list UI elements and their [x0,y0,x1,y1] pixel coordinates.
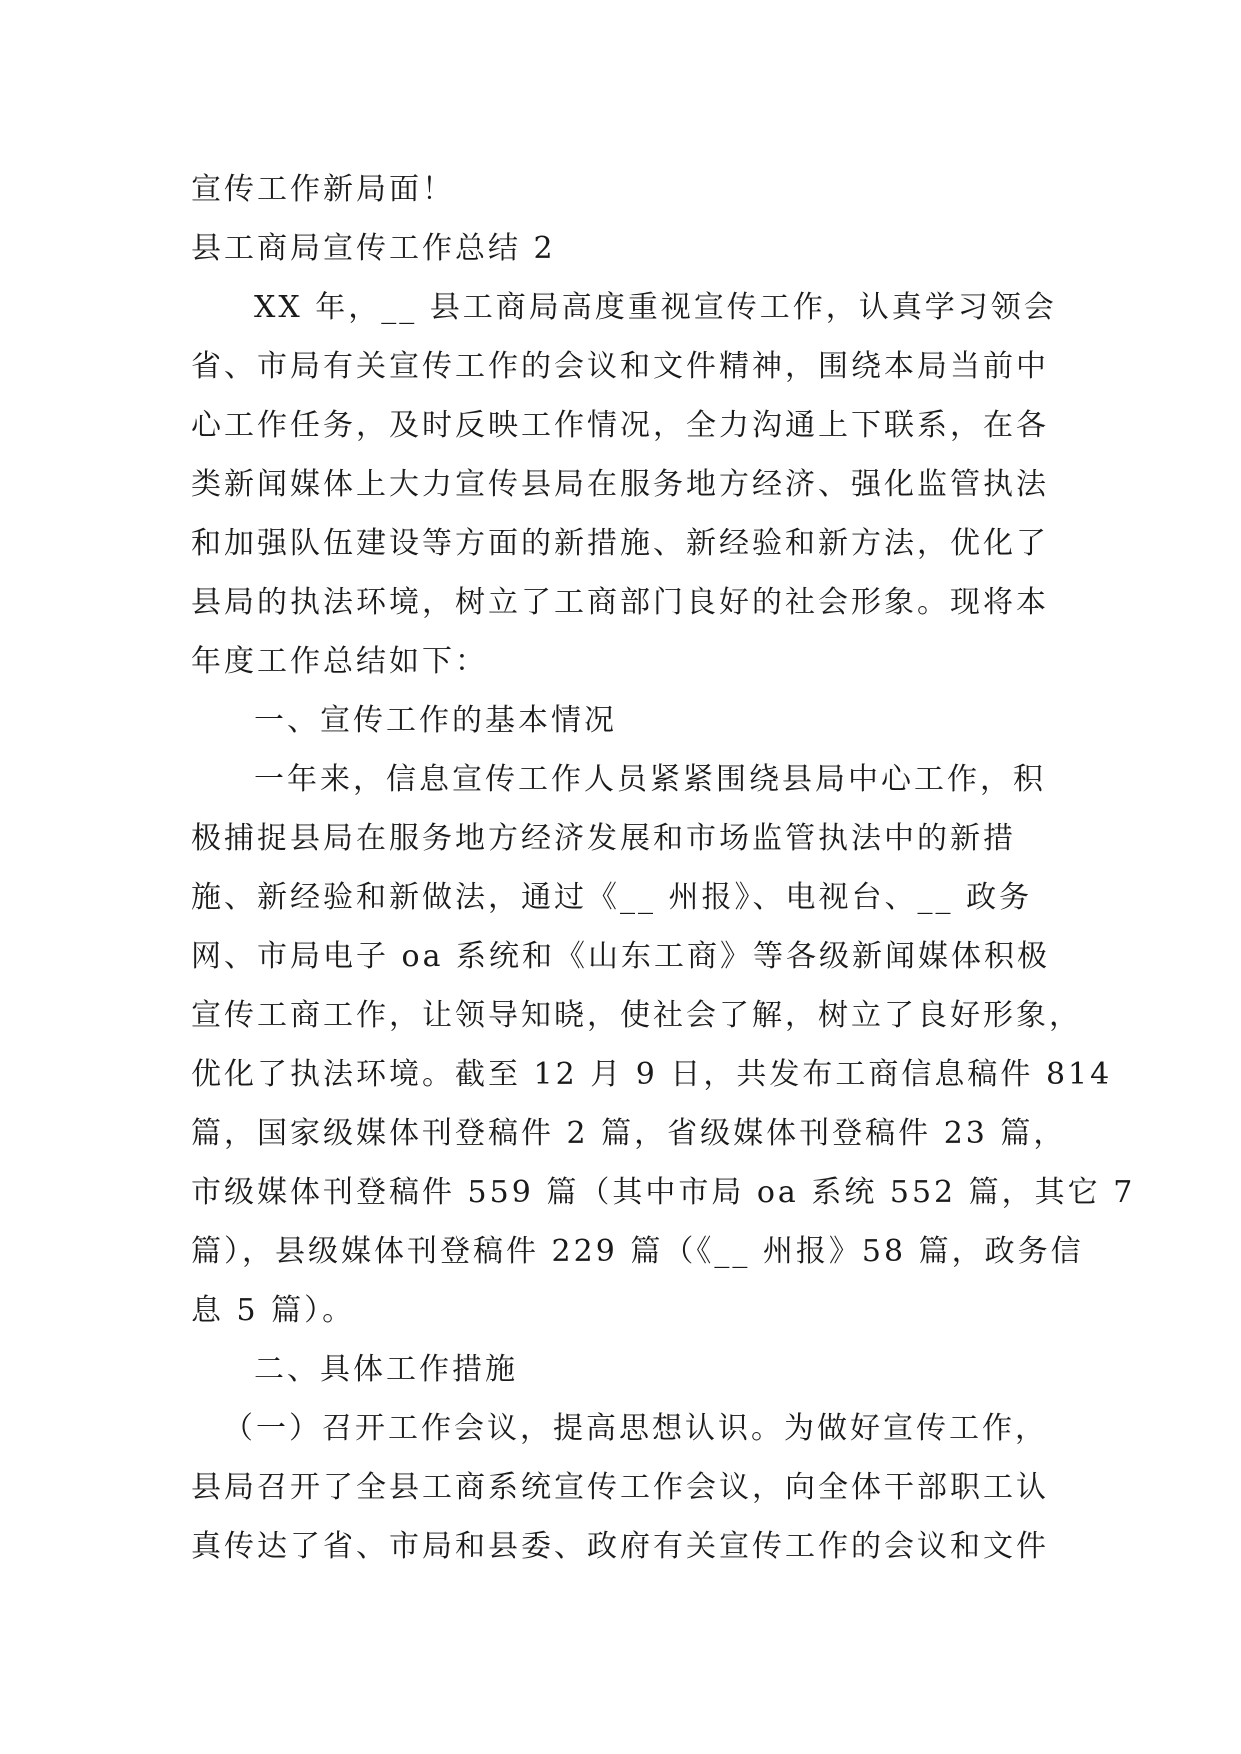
section-heading: 一、宣传工作的基本情况 [254,703,617,738]
text-line: 县局的执法环境，树立了工商部门良好的社会形象。现将本 [191,585,1049,620]
text-line: 和加强队伍建设等方面的新措施、新经验和新方法，优化了 [191,526,1049,561]
text-line: 极捕捉县局在服务地方经济发展和市场监管执法中的新措 [191,821,1016,856]
text-line: 一年来，信息宣传工作人员紧紧围绕县局中心工作，积 [254,762,1046,797]
text-line: 篇，国家级媒体刊登稿件 2 篇，省级媒体刊登稿件 23 篇， [191,1116,1067,1151]
text-line: 篇），县级媒体刊登稿件 229 篇（《__ 州报》58 篇，政务信 [191,1234,1084,1269]
text-line: XX 年，__ 县工商局高度重视宣传工作，认真学习领会 [254,290,1057,325]
text-line: 宣传工作新局面！ [191,172,455,207]
text-line: 优化了执法环境。截至 12 月 9 日，共发布工商信息稿件 814 [191,1057,1113,1092]
section-title: 县工商局宣传工作总结 2 [191,231,556,266]
text-line: 息 5 篇）。 [191,1293,356,1328]
text-line: 市级媒体刊登稿件 559 篇（其中市局 oa 系统 552 篇，其它 7 [191,1175,1136,1210]
text-line: 类新闻媒体上大力宣传县局在服务地方经济、强化监管执法 [191,467,1049,502]
text-line: 真传达了省、市局和县委、政府有关宣传工作的会议和文件 [191,1529,1049,1564]
text-line: 宣传工商工作，让领导知晓，使社会了解，树立了良好形象， [191,998,1082,1033]
text-line: 省、市局有关宣传工作的会议和文件精神，围绕本局当前中 [191,349,1049,384]
text-line: （一）召开工作会议，提高思想认识。为做好宣传工作， [223,1411,1048,1446]
text-line: 县局召开了全县工商系统宣传工作会议，向全体干部职工认 [191,1470,1049,1505]
section-heading: 二、具体工作措施 [254,1352,518,1387]
text-line: 施、新经验和新做法，通过《__ 州报》、电视台、__ 政务 [191,880,1033,915]
text-line: 网、市局电子 oa 系统和《山东工商》等各级新闻媒体积极 [191,939,1051,974]
text-line: 心工作任务，及时反映工作情况，全力沟通上下联系，在各 [191,408,1049,443]
text-line: 年度工作总结如下： [191,644,488,679]
document-page [191,160,1136,1576]
